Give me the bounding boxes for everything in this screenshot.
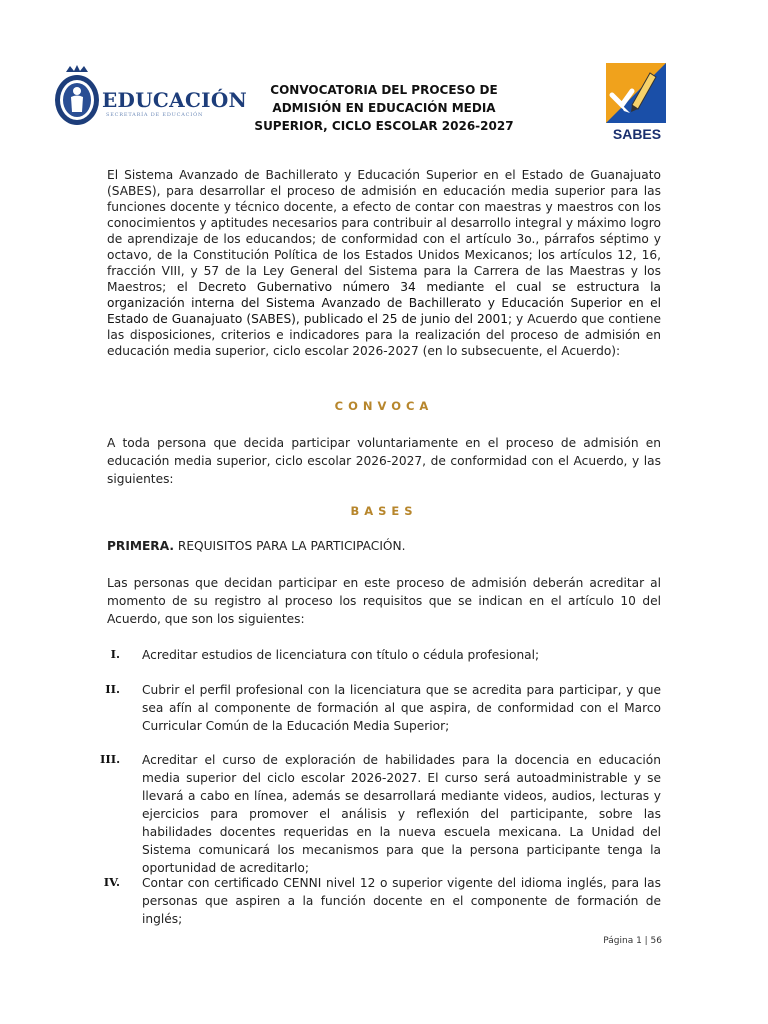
convoca-heading: CONVOCA	[334, 399, 434, 413]
item-number: II.	[105, 682, 120, 696]
primera-text: REQUISITOS PARA LA PARTICIPACIÓN.	[173, 539, 406, 553]
title-line: ADMISIÓN EN EDUCACIÓN MEDIA	[272, 101, 496, 115]
bases-heading: BASES	[350, 504, 418, 518]
page-number: Página 1 | 56	[603, 936, 662, 946]
sabes-logo-text: SABES	[612, 126, 662, 142]
list-item: Contar con certificado CENNI nivel 12 o superior vigente del idioma inglés, para las personas que aspiren a la función docente en el componente de formación de inglés;	[142, 876, 661, 926]
primera-heading	[107, 539, 406, 553]
list-item: Acreditar estudios de licenciatura con título o cédula profesional;	[142, 648, 540, 662]
item-number: III.	[100, 752, 121, 766]
document-title	[250, 81, 518, 135]
title-line: SUPERIOR, CICLO ESCOLAR 2026-2027	[254, 119, 514, 133]
item-number: IV.	[103, 875, 120, 889]
list-item: Cubrir el perfil profesional con la licenciatura que se acredita para participar, y que sea afín al componente de formación al que aspira, de conformidad con el Marco Curricular Común de la Educación Media Superior;	[142, 683, 661, 733]
intro-paragraph	[107, 167, 661, 359]
educacion-logo-subtitle: SECRETARÍA DE EDUCACIÓN	[106, 112, 204, 118]
decree-link[interactable]: el Decreto Gubernativo número 34 mediante el cual se estructura la organización interna del Sistema Avanzado de Bachillerato y Educación Superior en el Estado de Guanajuato (SABES), publicado el 25 de junio del 2001	[107, 280, 661, 326]
intro-text-end: ; y Acuerdo que contiene las disposiciones, criterios e indicadores para la realización del proceso de admisión en educación media superior, ciclo escolar 2026-2027 (en lo subsecuente, el Acuerdo):	[107, 312, 661, 358]
list-item: Acreditar el curso de exploración de habilidades para la docencia en educación media superior del ciclo escolar 2026-2027. El curso será autoadministrable y se llevará a cabo en línea, además se desarrollará mediante videos, audios, lecturas y ejercicios para promover el análisis y reflexión del participante, sobre las habilidades docentes requeridas en la nueva escuela mexicana. La Unidad del Sistema comunicará los mecanismos para que la persona participante tenga la oportunidad de acreditarlo;	[142, 753, 661, 875]
item-number: I.	[110, 647, 120, 661]
educacion-logo-text: EDUCACIÓN	[102, 88, 248, 112]
requisitos-intro: Las personas que decidan participar en este proceso de admisión deberán acreditar al momento de su registro al proceso los requisitos que se indican en el artículo 10 del Acuerdo, que son los siguientes:	[107, 576, 661, 626]
title-line: CONVOCATORIA DEL PROCESO DE	[270, 83, 498, 97]
primera-label: PRIMERA.	[107, 539, 174, 553]
convoca-paragraph: A toda persona que decida participar voluntariamente en el proceso de admisión en educación media superior, ciclo escolar 2026-2027, de conformidad con el Acuerdo, y las siguientes:	[107, 436, 661, 486]
education-seal-icon	[52, 64, 102, 126]
educacion-logo	[52, 64, 248, 134]
intro-text: El Sistema Avanzado de Bachillerato y Educación Superior en el Estado de Guanajuato (SABES), para desarrollar el proceso de admisión en educación media superior para las funciones docente y técnico docente, a efecto de contar con maestras y maestros con los conocimientos y aptitudes necesarios para contribuir al desarrollo integral y máximo logro de aprendizaje de los educandos; de conformidad con el artículo 3o., párrafos séptimo y octavo, de la Constitución Política de los Estados Unidos Mexicanos; los artículos 12, 16, fracción VIII, y 57 de la Ley General del Sistema para la Carrera de las Maestras y los Maestros;	[107, 168, 661, 294]
